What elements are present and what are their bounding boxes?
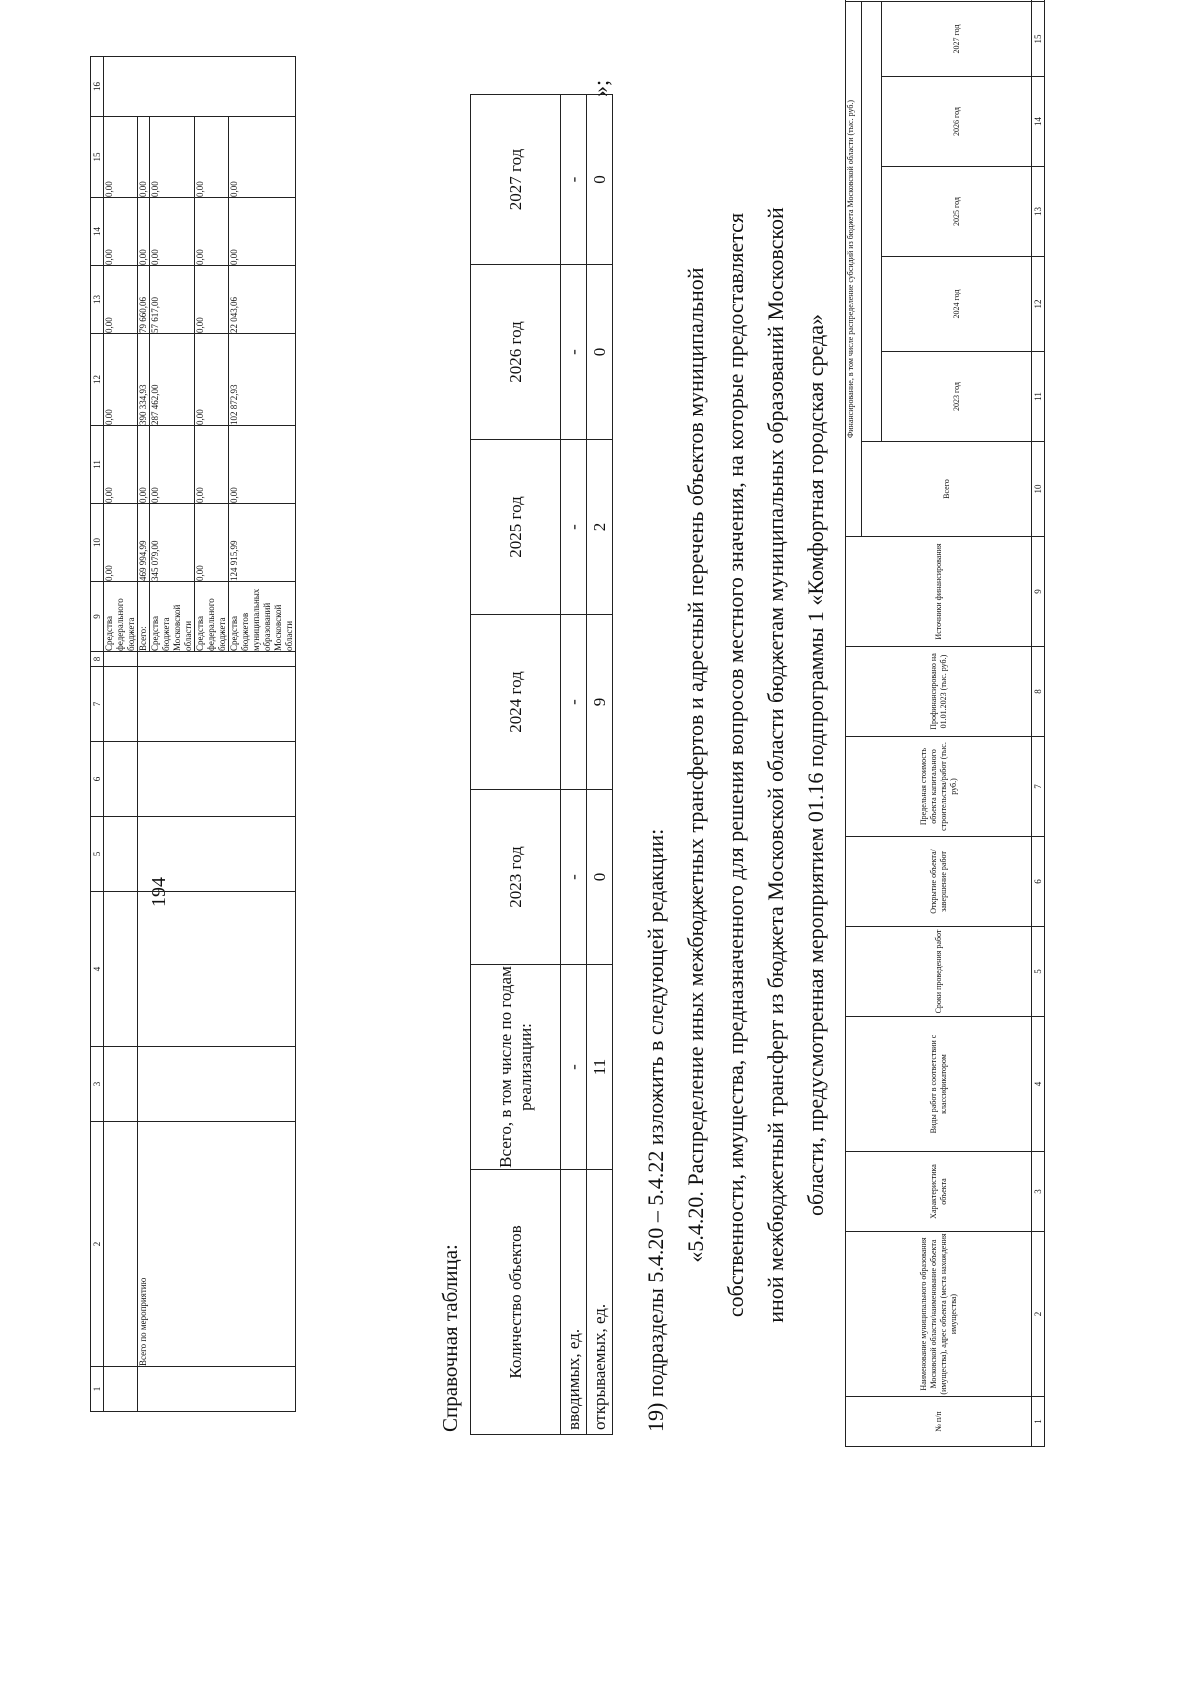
reference-cell: - bbox=[561, 965, 587, 1170]
value-cell: 345 079,00 bbox=[150, 504, 195, 582]
header-opening: Открытие объекта/ завершение работ bbox=[846, 837, 1032, 927]
reference-cell: - bbox=[561, 790, 587, 965]
header-terms: Сроки проведения работ bbox=[846, 927, 1032, 1017]
value-cell: 0,00 bbox=[195, 504, 229, 582]
paragraph-line-5: области, предусмотренная мероприятием 01.16 подпрограммы 1 «Комфортная городская среда» bbox=[803, 314, 828, 1216]
value-cell: 390 334,93 bbox=[138, 334, 150, 426]
header-financing: Финансирование, в том числе распределение субсидий из бюджета Московской области (тыс. руб.) bbox=[846, 1, 862, 536]
reference-cell: 0 bbox=[587, 95, 613, 265]
reference-cell: 11 bbox=[587, 965, 613, 1170]
source-cell: Средства бюджета Московской области bbox=[150, 582, 195, 652]
value-cell: 287 462,00 bbox=[150, 334, 195, 426]
header-year: 2024 год bbox=[882, 257, 1032, 352]
reference-header-row bbox=[471, 95, 561, 1435]
header-year: 2023 год bbox=[882, 352, 1032, 442]
total-label: Всего по мероприятию bbox=[138, 1122, 296, 1367]
col-number: 13 bbox=[1032, 167, 1045, 257]
reference-cell: 9 bbox=[587, 615, 613, 790]
col-number: 1 bbox=[91, 1367, 104, 1412]
value-cell: 0,00 bbox=[195, 266, 229, 334]
value-cell: 102 872,93 bbox=[229, 334, 296, 426]
reference-cell: - bbox=[561, 265, 587, 440]
col-number: 3 bbox=[1032, 1152, 1045, 1232]
reference-cell: - bbox=[561, 95, 587, 265]
source-cell: Всего: bbox=[138, 582, 150, 652]
col-number: 13 bbox=[91, 266, 104, 334]
col-number: 2 bbox=[91, 1122, 104, 1367]
reference-cell: открываемых, ед. bbox=[587, 1170, 613, 1435]
col-number: 10 bbox=[91, 504, 104, 582]
value-cell: 57 617,00 bbox=[150, 266, 195, 334]
col-number: 3 bbox=[91, 1047, 104, 1122]
paragraph-line-4: иной межбюджетный трансферт из бюджета Московской области бюджетам муниципальных образований Московской bbox=[763, 207, 788, 1323]
paragraph-line-2: «5.4.20. Распределение иных межбюджетных трансфертов и адресный перечень объектов муниципальной bbox=[683, 267, 708, 1263]
col-number bbox=[1032, 0, 1045, 1]
col-number: 8 bbox=[1032, 647, 1045, 737]
col-number: 5 bbox=[1032, 927, 1045, 1017]
value-cell: 0,00 bbox=[138, 117, 150, 198]
value-cell: 79 660,06 bbox=[138, 266, 150, 334]
paragraph-line-3: собственности, имущества, предназначенного для решения вопросов местного значения, на которые предоставляется bbox=[723, 212, 748, 1318]
value-cell: 0,00 bbox=[104, 198, 138, 266]
value-cell: 0,00 bbox=[195, 198, 229, 266]
col-number: 2 bbox=[1032, 1232, 1045, 1397]
header-total: Всего bbox=[862, 442, 1032, 537]
header-characteristic: Характеристика объекта bbox=[846, 1152, 1032, 1232]
reference-cell: вводимых, ед. bbox=[561, 1170, 587, 1435]
header-sources: Источники финансирования bbox=[846, 537, 1032, 647]
bottom-header-row bbox=[846, 0, 862, 1447]
value-cell: 0,00 bbox=[195, 117, 229, 198]
value-cell: 0,00 bbox=[229, 426, 296, 504]
col-number: 1 bbox=[1032, 1397, 1045, 1447]
value-cell: 469 994,99 bbox=[138, 504, 150, 582]
reference-header: 2023 год bbox=[471, 790, 561, 965]
value-cell: 0,00 bbox=[104, 117, 138, 198]
reference-title: Справочная таблица: bbox=[438, 1244, 462, 1432]
reference-header: 2026 год bbox=[471, 265, 561, 440]
source-cell: Средства федерального бюджета bbox=[195, 582, 229, 652]
col-number: 12 bbox=[1032, 257, 1045, 352]
col-number: 9 bbox=[1032, 537, 1045, 647]
col-number: 10 bbox=[1032, 442, 1045, 537]
header-number: № п/п bbox=[846, 1397, 1032, 1447]
header-work-types: Виды работ в соответствии с классификатором bbox=[846, 1017, 1032, 1152]
value-cell: 22 043,06 bbox=[229, 266, 296, 334]
col-number: 15 bbox=[1032, 1, 1045, 76]
header-year: 2025 год bbox=[882, 167, 1032, 257]
paragraph-line-1: 19) подразделы 5.4.20 – 5.4.22 изложить в следующей редакции: bbox=[643, 828, 668, 1432]
reference-cell: - bbox=[561, 615, 587, 790]
col-number: 11 bbox=[1032, 352, 1045, 442]
value-cell: 0,00 bbox=[104, 504, 138, 582]
value-cell: 0,00 bbox=[195, 426, 229, 504]
col-number: 8 bbox=[91, 652, 104, 667]
value-cell: 0,00 bbox=[104, 334, 138, 426]
closing-mark: »; bbox=[588, 79, 613, 97]
col-number: 16 bbox=[91, 57, 104, 117]
value-cell: 0,00 bbox=[104, 266, 138, 334]
table-row bbox=[561, 95, 587, 1435]
value-cell: 0,00 bbox=[138, 198, 150, 266]
reference-cell: 0 bbox=[587, 265, 613, 440]
col-number: 4 bbox=[1032, 1017, 1045, 1152]
header-year: 2027 год bbox=[882, 1, 1032, 76]
header-year: 2026 год bbox=[882, 77, 1032, 167]
reference-header: Количество объектов bbox=[471, 1170, 561, 1435]
header-financed: Профинансировано на 01.01.2023 (тыс. руб.) bbox=[846, 647, 1032, 737]
reference-header: Всего, в том числе по годам реализации: bbox=[471, 965, 561, 1170]
col-number: 9 bbox=[91, 582, 104, 652]
top-table-col-numbers bbox=[91, 57, 104, 1412]
col-number: 6 bbox=[1032, 837, 1045, 927]
col-number: 14 bbox=[91, 198, 104, 266]
value-cell: 0,00 bbox=[138, 426, 150, 504]
value-cell: 124 915,99 bbox=[229, 504, 296, 582]
table-row bbox=[104, 57, 138, 1412]
col-number: 7 bbox=[91, 667, 104, 742]
source-cell: Средства федерального бюджета bbox=[104, 582, 138, 652]
value-cell: 0,00 bbox=[150, 117, 195, 198]
value-cell: 0,00 bbox=[150, 198, 195, 266]
col-number: 6 bbox=[91, 742, 104, 817]
value-cell: 0,00 bbox=[229, 198, 296, 266]
page-number: 194 bbox=[148, 877, 170, 907]
col-number: 5 bbox=[91, 817, 104, 892]
bottom-table-col-numbers bbox=[1032, 0, 1045, 1447]
header-object-name: Наименование муниципального образования Московской области/наименование объекта (имущества), адрес объекта (места нахождения имущества) bbox=[846, 1232, 1032, 1397]
source-cell: Средства бюджетов муниципальных образований Московской области bbox=[229, 582, 296, 652]
col-number: 15 bbox=[91, 117, 104, 198]
value-cell: 0,00 bbox=[195, 334, 229, 426]
bottom-table bbox=[845, 0, 1045, 1447]
table-row bbox=[587, 95, 613, 1435]
value-cell: 0,00 bbox=[229, 117, 296, 198]
top-table bbox=[90, 56, 296, 1412]
col-number: 12 bbox=[91, 334, 104, 426]
col-number: 4 bbox=[91, 892, 104, 1047]
reference-header: 2025 год bbox=[471, 440, 561, 615]
reference-cell: 0 bbox=[587, 790, 613, 965]
value-cell: 0,00 bbox=[150, 426, 195, 504]
value-cell: 0,00 bbox=[104, 426, 138, 504]
table-row bbox=[138, 57, 150, 1412]
reference-cell: - bbox=[561, 440, 587, 615]
col-number: 14 bbox=[1032, 77, 1045, 167]
col-number: 7 bbox=[1032, 737, 1045, 837]
reference-table bbox=[470, 94, 613, 1435]
header-max-cost: Предельная стоимость объекта капитального строительства/работ (тыс. руб.) bbox=[846, 737, 1032, 837]
col-number: 11 bbox=[91, 426, 104, 504]
reference-header: 2024 год bbox=[471, 615, 561, 790]
reference-header: 2027 год bbox=[471, 95, 561, 265]
reference-cell: 2 bbox=[587, 440, 613, 615]
